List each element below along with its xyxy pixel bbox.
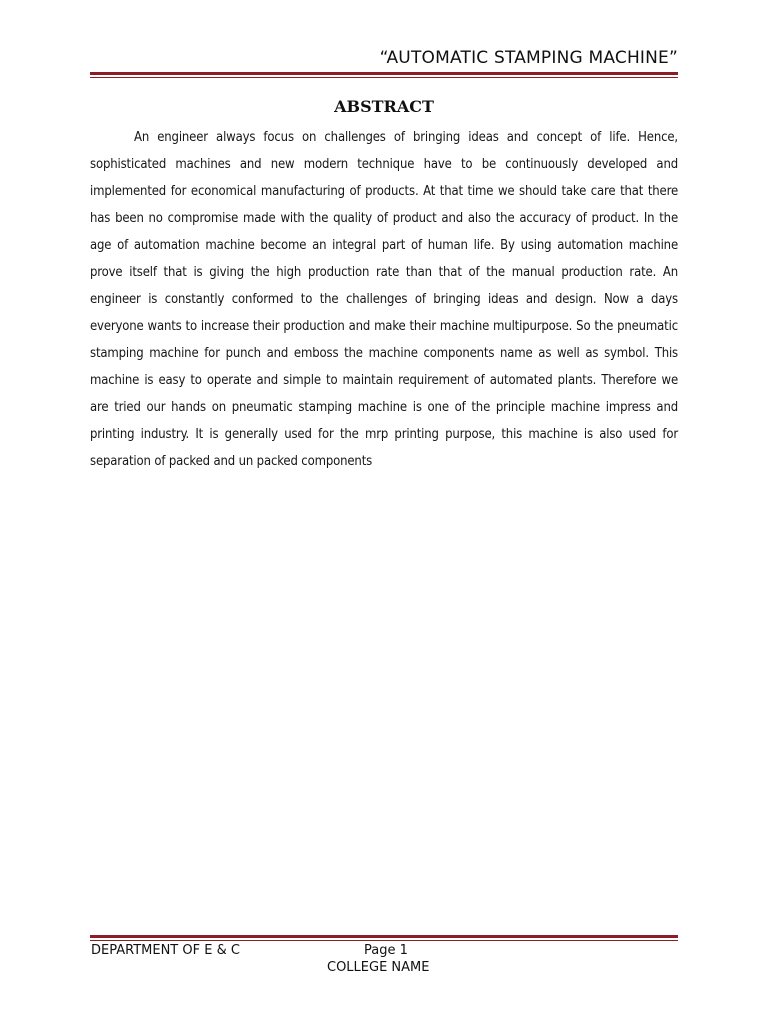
footer-college-name: COLLEGE NAME: [327, 960, 430, 975]
footer-department: DEPARTMENT OF E & C: [91, 943, 240, 958]
footer-rule-thin: [90, 940, 678, 941]
footer-page-number: Page 1: [364, 943, 408, 958]
abstract-heading: ABSTRACT: [334, 97, 434, 116]
header-rule: [90, 72, 678, 78]
header-title: “AUTOMATIC STAMPING MACHINE”: [379, 48, 678, 68]
header-rule-thick: [90, 72, 678, 75]
abstract-body: An engineer always focus on challenges of bringing ideas and concept of life. Hence, sophisticated machines and new modern technique have to be continuously developed and implemented for economical manufacturing of products. At that time we should take care that there has been no compromise made with the quality of product and also the accuracy of product. In the age of automation machine become an integral part of human life. By using automation machine prove itself that is giving the high production rate than that of the manual production rate. An engineer is constantly conformed to the challenges of bringing ideas and design. Now a days everyone wants to increase their production and make their machine multipurpose. So the pneumatic stamping machine for punch and emboss the machine components name as well as symbol. This machine is easy to operate and simple to maintain requirement of automated plants. Therefore we are tried our hands on pneumatic stamping machine is one of the principle machine impress and printing industry. It is generally used for the mrp printing purpose, this machine is also used for separation of packed and un packed components: [90, 130, 678, 469]
footer-rule-thick: [90, 935, 678, 938]
header-rule-thin: [90, 77, 678, 78]
footer-rule: [90, 935, 678, 941]
